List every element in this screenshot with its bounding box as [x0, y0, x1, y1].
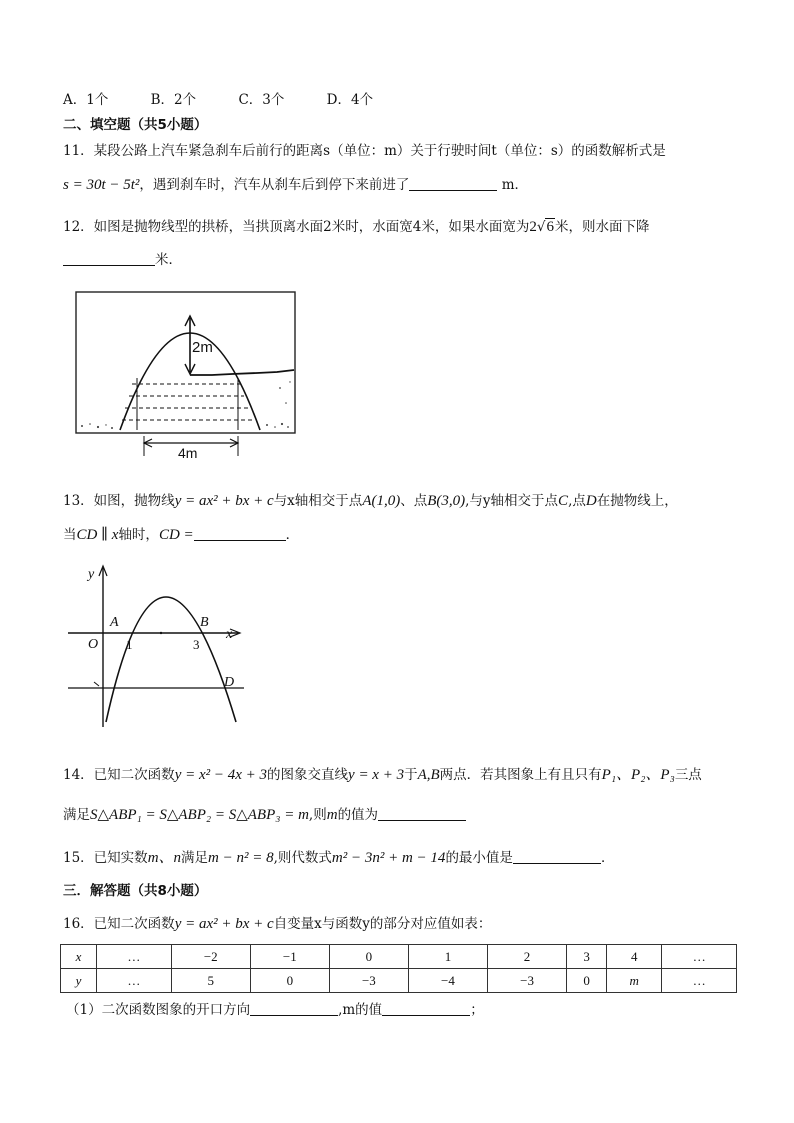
q15-mn: m、n	[147, 850, 182, 866]
q16-quadratic: y = ax² + bx + c	[174, 916, 274, 932]
table-cell: −3	[329, 969, 408, 993]
table-cell: 2	[488, 945, 567, 969]
q13-point-a: A(1,0)	[362, 493, 401, 509]
q12-answer-blank[interactable]	[63, 251, 155, 266]
q14-ab: A,B	[417, 767, 440, 783]
option-d: D．4个	[326, 92, 374, 108]
q15-text-c: ,则代数式	[273, 850, 332, 866]
q16-sub1-text-c: ；	[470, 1002, 484, 1018]
fig-x-label: x	[226, 627, 233, 642]
table-cell: −4	[408, 969, 487, 993]
q13-point-d: D	[585, 493, 597, 509]
q15-answer-blank[interactable]	[513, 849, 601, 864]
q14-text-b: 的图象交直线	[267, 767, 349, 783]
q13-answer-blank[interactable]	[194, 526, 286, 541]
q12-line2	[63, 251, 182, 269]
option-a: A．1个	[63, 92, 109, 108]
q16-sub1-text-b: ,m的值	[338, 1002, 383, 1018]
q15-text-b: 满足	[181, 850, 209, 866]
q13-text-f: 在抛物线上，	[596, 493, 678, 509]
table-cell: m	[607, 969, 662, 993]
q11-answer-blank[interactable]	[409, 176, 497, 191]
q13-line1	[63, 492, 678, 510]
q15-expression: m² − 3n² + m − 14	[331, 850, 446, 866]
q13-text-g: 当	[63, 527, 77, 543]
q13-condition: CD ∥ x	[76, 527, 119, 543]
table-cell: 3	[567, 945, 607, 969]
q12-sqrt-radicand: 6	[546, 219, 554, 235]
parabola-graph-figure	[66, 562, 248, 732]
q16-sub1-text-a: （1）二次函数图象的开口方向	[66, 1002, 251, 1018]
q13-text-c: 、点	[400, 493, 428, 509]
q15-equation: m − n² = 8	[208, 850, 274, 866]
table-cell: …	[97, 945, 172, 969]
fig-tick-1: 1	[126, 637, 133, 652]
q14-text-h: 的值为	[337, 807, 379, 823]
table-row-y	[61, 969, 737, 993]
q14-text-g: ,则	[308, 807, 327, 823]
q13-text-a: 13．如图，抛物线	[63, 493, 175, 509]
fig-y-label: y	[88, 567, 95, 582]
q14-text-f: 满足	[63, 807, 90, 823]
fig-tick-3: 3	[193, 637, 200, 652]
q14-quadratic: y = x² − 4x + 3	[174, 767, 268, 783]
option-b: B．2个	[150, 92, 197, 108]
q14-line1	[63, 766, 702, 784]
q13-point-c: C	[558, 493, 569, 509]
q11-formula: s = 30t − 5t²	[63, 177, 140, 193]
q15-text-a: 15．已知实数	[63, 850, 148, 866]
q14-points: P₁、P₂、P₃	[601, 767, 675, 783]
q12-text-post: 米，则水面下降	[554, 219, 650, 235]
q15-line	[63, 849, 614, 867]
q12-sqrt-coef: 2	[529, 219, 537, 235]
q16-text-a: 16．已知二次函数	[63, 916, 175, 932]
q13-text-b: 与x轴相交于点	[273, 493, 363, 509]
table-cell: x	[61, 945, 97, 969]
q12-unit: 米．	[155, 252, 182, 268]
q13-text-e: ,点	[568, 493, 586, 509]
q16-line	[63, 915, 491, 933]
q16-text-b: 自变量x与函数y的部分对应值如表：	[273, 916, 492, 932]
q13-end: ．	[285, 527, 300, 543]
q13-line2	[63, 526, 299, 544]
q14-answer-blank[interactable]	[378, 806, 466, 821]
q14-text-c: 于	[404, 767, 418, 783]
table-cell: 0	[250, 969, 329, 993]
q13-text-d: ,与y轴相交于点	[465, 493, 559, 509]
q13-ask: CD =	[158, 527, 194, 543]
section-2-heading: 二、填空题（共5小题）	[63, 117, 208, 133]
table-cell: y	[61, 969, 97, 993]
q16-sub1	[66, 1001, 484, 1019]
table-cell: …	[662, 969, 737, 993]
q11-line1: 11．某段公路上汽车紧急刹车后前行的距离s（单位：m）关于行驶时间t（单位：s）的函数解析式是	[63, 143, 666, 159]
q13-text-h: 轴时，	[118, 527, 159, 543]
fig-label-4m: 4m	[178, 445, 198, 460]
table-cell: 5	[171, 969, 250, 993]
answer-options	[63, 91, 373, 109]
q11-text: ，遇到刹车时，汽车从刹车后到停下来前进了	[139, 177, 410, 193]
q13-point-b: B(3,0)	[427, 493, 466, 509]
table-cell: 1	[408, 945, 487, 969]
fig-d-label: D	[224, 675, 235, 690]
section-3-heading: 三．解答题（共8小题）	[63, 883, 208, 899]
fig-b-label: B	[200, 615, 209, 630]
q14-text-e: 三点	[674, 767, 702, 783]
q12-line1	[63, 218, 649, 236]
q14-area-expr: S△ABP₁ = S△ABP₂ = S△ABP₃ = m	[90, 807, 309, 823]
q16-sub1-blank-1[interactable]	[250, 1001, 338, 1016]
table-cell: −3	[488, 969, 567, 993]
q11-line2	[63, 176, 528, 194]
q15-end: ．	[600, 850, 615, 866]
q14-line: y = x + 3	[348, 767, 405, 783]
value-table	[60, 944, 737, 993]
fig-a-label: A	[110, 615, 119, 630]
table-cell: 0	[329, 945, 408, 969]
q16-sub1-blank-2[interactable]	[382, 1001, 470, 1016]
table-cell: 4	[607, 945, 662, 969]
table-row-x	[61, 945, 737, 969]
q11-unit: m．	[501, 177, 529, 193]
table-cell: …	[662, 945, 737, 969]
q14-line2	[63, 806, 466, 824]
arch-bridge-figure	[72, 288, 300, 460]
table-cell: −1	[250, 945, 329, 969]
q12-text-pre: 12．如图是抛物线型的拱桥，当拱顶离水面2米时，水面宽4米，如果水面宽为	[63, 219, 530, 235]
table-cell: −2	[171, 945, 250, 969]
q12-sqrt: √6	[536, 219, 554, 235]
fig-label-2m: 2m	[192, 339, 213, 356]
table-cell: …	[97, 969, 172, 993]
q13-parabola: y = ax² + bx + c	[174, 493, 274, 509]
q14-text-a: 14．已知二次函数	[63, 767, 175, 783]
q15-text-d: 的最小值是	[445, 850, 513, 866]
table-cell: 0	[567, 969, 607, 993]
option-c: C．3个	[238, 92, 285, 108]
q14-text-d: 两点．若其图象上有且只有	[439, 767, 602, 783]
q14-m: m	[326, 807, 338, 823]
fig-o-label: O	[88, 637, 99, 652]
